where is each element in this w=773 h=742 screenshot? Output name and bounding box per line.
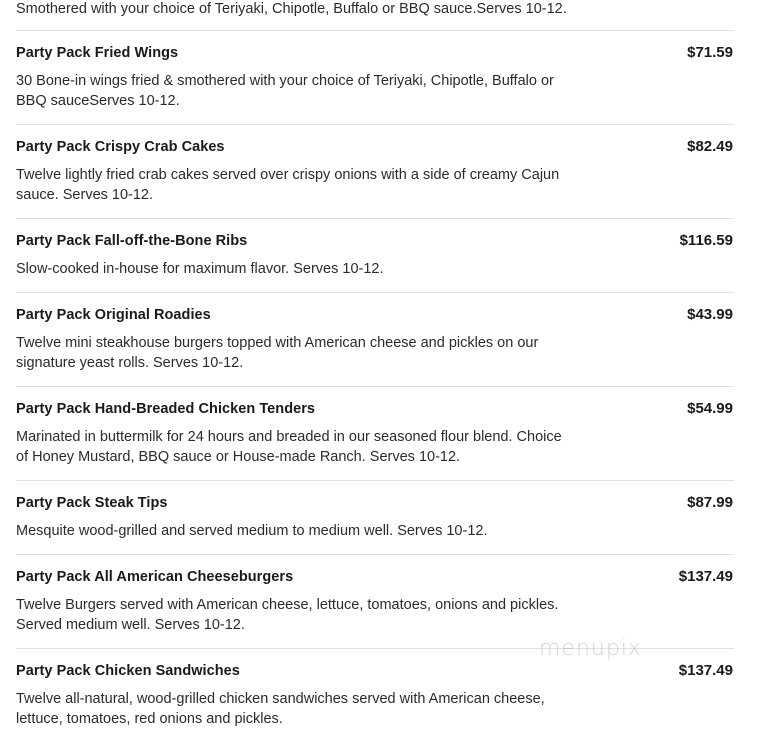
menu-list: [16, 0, 734, 742]
item-description: Twelve mini steakhouse burgers topped with American cheese and pickles on our signature yeast rolls. Serves 10-12.: [16, 335, 539, 371]
menu-item: [16, 219, 734, 293]
menu-item: [16, 649, 734, 742]
menu-item: [16, 555, 734, 649]
item-description: Twelve Burgers served with American cheese, lettuce, tomatoes, onions and pickles. Served medium well. Serves 10-12.: [16, 597, 559, 633]
item-name: Party Pack Original Roadies: [16, 307, 211, 323]
item-name: Party Pack Chicken Sandwiches: [16, 663, 240, 679]
item-header: [16, 568, 734, 588]
item-price: $87.99: [687, 494, 733, 511]
item-description: Mesquite wood-grilled and served medium to medium well. Serves 10-12.: [16, 523, 488, 539]
item-header: [16, 138, 734, 158]
item-price: $54.99: [687, 400, 733, 417]
item-description: Marinated in buttermilk for 24 hours and breaded in our seasoned flour blend. Choice of Honey Mustard, BBQ sauce or House-made Ranch. Serves 10-12.: [16, 429, 562, 465]
item-header: [16, 306, 734, 326]
item-price: $71.59: [687, 44, 733, 61]
item-description: 30 Bone-in wings fried & smothered with your choice of Teriyaki, Chipotle, Buffalo or BBQ sauceServes 10-12.: [16, 73, 554, 109]
item-name: Party Pack Fried Wings: [16, 45, 179, 61]
item-price: $43.99: [687, 306, 733, 323]
item-description: Twelve all-natural, wood-grilled chicken sandwiches served with American cheese, lettuce, tomatoes, red onions and pickles.: [16, 691, 545, 727]
item-description: Twelve lightly fried crab cakes served over crispy onions with a side of creamy Cajun sauce. Serves 10-12.: [16, 167, 560, 203]
menu-item: [16, 0, 734, 31]
menu-item: [16, 481, 734, 555]
item-name: Party Pack Crispy Crab Cakes: [16, 139, 225, 155]
item-price: $82.49: [687, 138, 733, 155]
item-header: [16, 232, 734, 252]
menu-item: [16, 31, 734, 125]
menu-item: [16, 125, 734, 219]
item-header: [16, 44, 734, 64]
item-name: Party Pack All American Cheeseburgers: [16, 569, 294, 585]
item-header: [16, 662, 734, 682]
watermark-logo: menupix: [539, 636, 642, 661]
item-price: $137.49: [678, 568, 733, 585]
item-name: Party Pack Fall-off-the-Bone Ribs: [16, 233, 248, 249]
menu-item: [16, 387, 734, 481]
item-name: Party Pack Hand-Breaded Chicken Tenders: [16, 401, 316, 417]
item-price: $137.49: [678, 662, 733, 679]
item-header: [16, 400, 734, 420]
item-name: Party Pack Steak Tips: [16, 495, 168, 511]
item-header: [16, 494, 734, 514]
menu-item: [16, 293, 734, 387]
item-description: Slow-cooked in-house for maximum flavor. Serves 10-12.: [16, 261, 384, 277]
item-price: $116.59: [679, 232, 733, 249]
item-description: Smothered with your choice of Teriyaki, Chipotle, Buffalo or BBQ sauce.Serves 10-12.: [16, 1, 567, 17]
